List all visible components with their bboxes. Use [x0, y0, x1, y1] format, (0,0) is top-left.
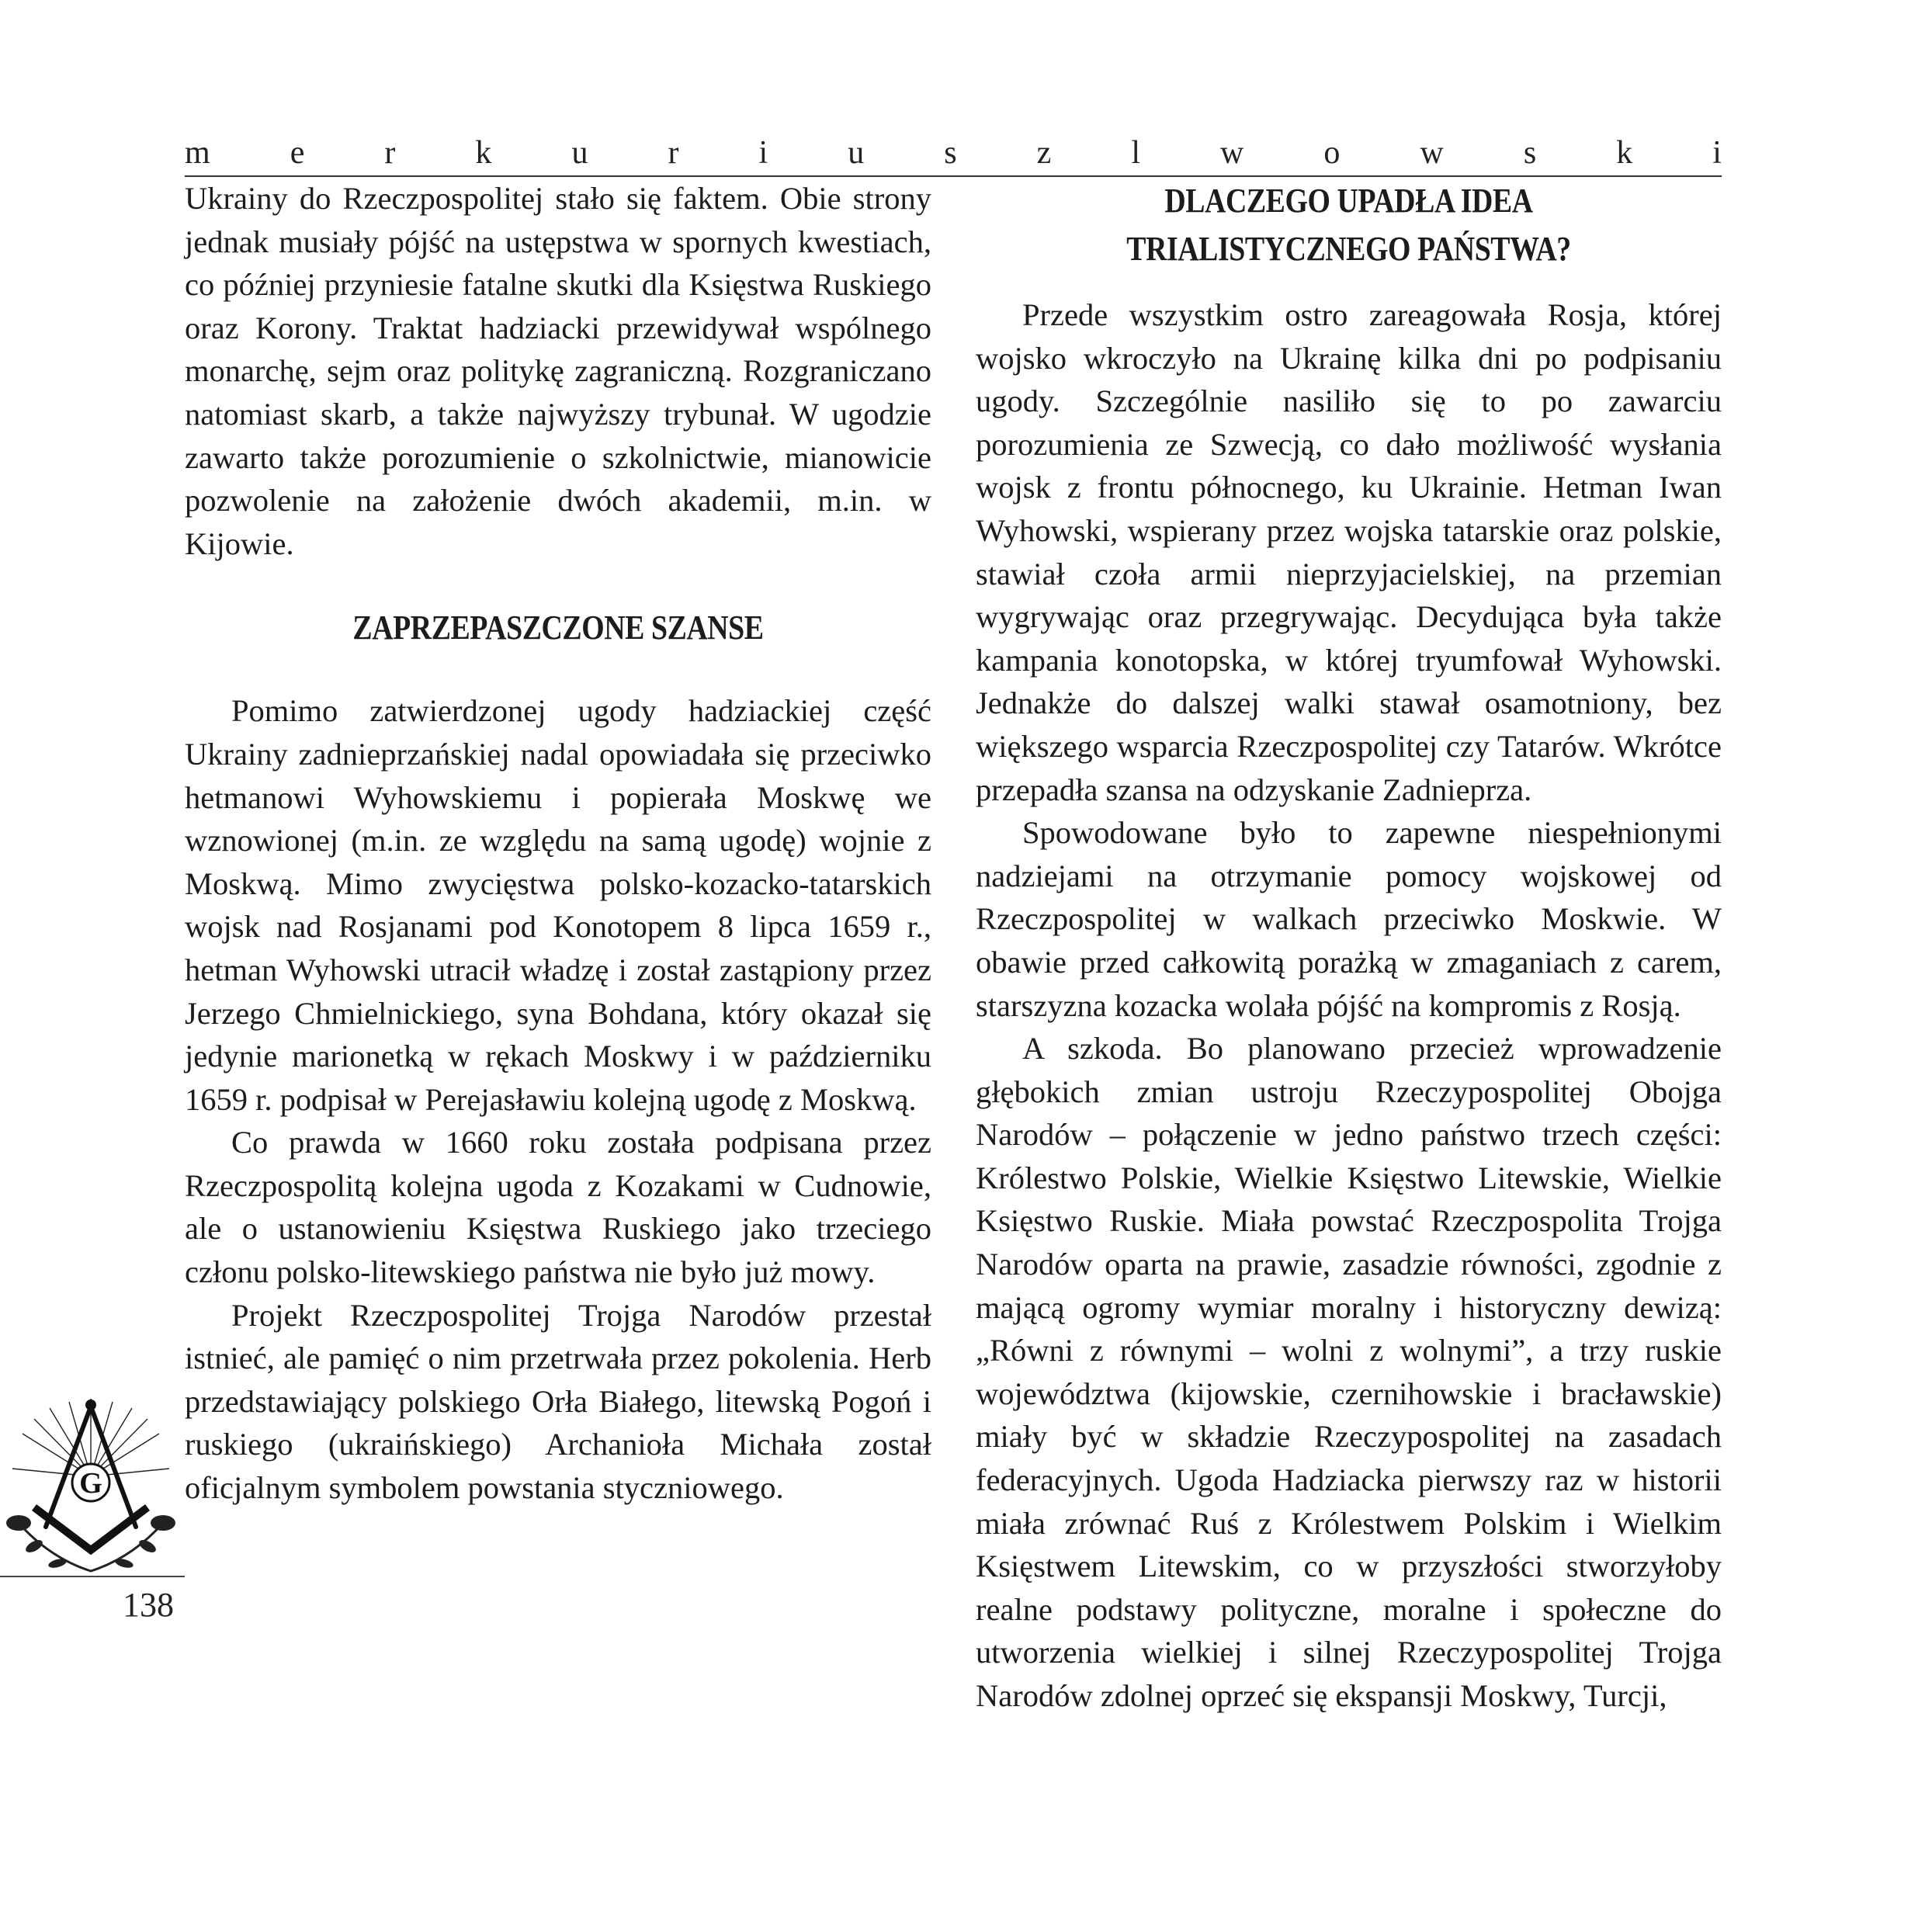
- running-head-letter: u: [571, 135, 588, 171]
- masonic-square-compass-icon: [3, 1391, 179, 1577]
- paragraph: Co prawda w 1660 roku została podpisana przez Rzeczpospolitą kolejna ugoda z Kozakami w Cudnowie, ale o ustanowieniu Księstwa Ruskiego jako trzeciego członu polsko-litewskiego państwa nie było już mowy.: [185, 1125, 931, 1290]
- running-head-letter: i: [1712, 135, 1722, 171]
- running-head-letter: o: [1323, 135, 1341, 171]
- paragraph: Ukrainy do Rzeczpospolitej stało się faktem. Obie strony jednak musiały pójść na ustępstwa w spornych kwestiach, co później przyniesie fatalne skutki dla Księstwa Ruskiego oraz Korony. Traktat hadziacki przewidywał wspólnego monarchę, sejm oraz politykę zagraniczną. Rozgraniczano natomiast skarb, a także najwyższy trybunał. W ugodzie zawarto także porozumienie o szkolnictwie, mianowicie pozwolenie na założenie dwóch akademii, m.in. w Kijowie.: [185, 181, 931, 561]
- running-head-letter: i: [758, 135, 768, 171]
- running-head-letter: e: [290, 135, 305, 171]
- running-head-letter: z: [1036, 135, 1052, 171]
- paragraph: Spowodowane było to zapewne niespełnionymi nadziejami na otrzymanie pomocy wojskowej od Rzeczpospolitej w walkach przeciwko Moskwie. W obawie przed całkowitą porażką w zmaganiach z carem, starszyzna kozacka wolała pójść na kompromis z Rosją.: [976, 815, 1722, 1023]
- running-head-letter: w: [1220, 135, 1244, 171]
- running-head-letter: l: [1131, 135, 1140, 171]
- section-heading: ZAPRZEPASZCZONE SZANSE: [352, 609, 764, 647]
- paragraph: A szkoda. Bo planowano przecież wprowadzenie głębokich zmian ustroju Rzeczypospolitej Obojga Narodów – połączenie w jedno państwo trzech części: Królestwo Polskie, Wielkie Księstwo Litewskie, Wielkie Księstwo Ruskie. Miała powstać Rzeczpospolita Trojga Narodów oparta na prawie, zasadzie równości, zgodnie z mającą ogromy wymiar moralny i historyczny dewizą: „Równi z równymi – wolni z wolnymi”, a trzy ruskie województwa (kijowskie, czernihowskie i bracławskie) miały być w składzie Rzeczypospolitej na zasadach federacyjnych. Ugoda Hadziacka pierwszy raz w historii miała zrównać Ruś z Królestwem Polskim i Wielkim Księstwem Litewskim, co w przyszłości stworzyłoby realne podstawy polityczne, moralne i społeczne do utworzenia wielkiej i silnej Rzeczypospolitej Trojga Narodów zdolnej oprzeć się ekspansji Moskwy, Turcji,: [976, 1031, 1722, 1713]
- right-column: [976, 177, 1722, 1718]
- paragraph: Przede wszystkim ostro zareagowała Rosja, której wojsko wkroczyło na Ukrainę kilka dni po podpisaniu ugody. Szczególnie nasiliło się to po zawarciu porozumienia ze Szwecją, co dało możliwość wysłania wojsk z frontu północnego, ku Ukrainie. Hetman Iwan Wyhowski, wspierany przez wojska tatarskie oraz polskie, stawiał czoła armii nieprzyjacielskiej, na przemian wygrywając oraz przegrywając. Decydująca była także kampania konotopska, w której tryumfował Wyhowski. Jednakże do dalszej walki stawał osamotniony, bez większego wsparcia Rzeczpospolitej czy Tatarów. Wkrótce przepadła szansa na odzyskanie Zadnieprza.: [976, 297, 1722, 807]
- running-head-letter: k: [475, 135, 492, 171]
- section-heading: DLACZEGO UPADŁA IDEA TRIALISTYCZNEGO PAŃSTWA?: [1126, 182, 1571, 268]
- page-number: 138: [123, 1586, 174, 1624]
- running-head: [185, 132, 1722, 174]
- paragraph: Pomimo zatwierdzonej ugody hadziackiej część Ukrainy zadnieprzańskiej nadal opowiadała się przeciwko hetmanowi Wyhowskiemu i popierała Moskwę we wznowionej (m.in. ze względu na samą ugodę) wojnie z Moskwą. Mimo zwycięstwa polsko-kozacko-tatarskich wojsk nad Rosjanami pod Konotopem 8 lipca 1659 r., hetman Wyhowski utracił władzę i został zastąpiony przez Jerzego Chmielnickiego, syna Bohdana, który okazał się jedynie marionetką w rękach Moskwy i w październiku 1659 r. podpisał w Perejasławiu kolejną ugodę z Moskwą.: [185, 693, 931, 1117]
- running-head-letter: u: [848, 135, 865, 171]
- running-head-letter: m: [185, 135, 210, 171]
- running-head-letter: r: [668, 135, 679, 171]
- left-column: [185, 177, 931, 1510]
- running-head-letter: w: [1420, 135, 1444, 171]
- emblem-letter: G: [79, 1467, 102, 1500]
- paragraph: Projekt Rzeczpospolitej Trojga Narodów przestał istnieć, ale pamięć o nim przetrwała przez pokolenia. Herb przedstawiający polskiego Orła Białego, litewską Pogoń i ruskiego (ukraińskiego) Archanioła Michała został oficjalnym symbolem powstania styczniowego.: [185, 1297, 931, 1506]
- running-head-letter: r: [384, 135, 396, 171]
- running-head-letter: k: [1616, 135, 1633, 171]
- running-head-letter: s: [944, 135, 957, 171]
- running-head-letter: s: [1523, 135, 1537, 171]
- footer-rule: [0, 1576, 185, 1577]
